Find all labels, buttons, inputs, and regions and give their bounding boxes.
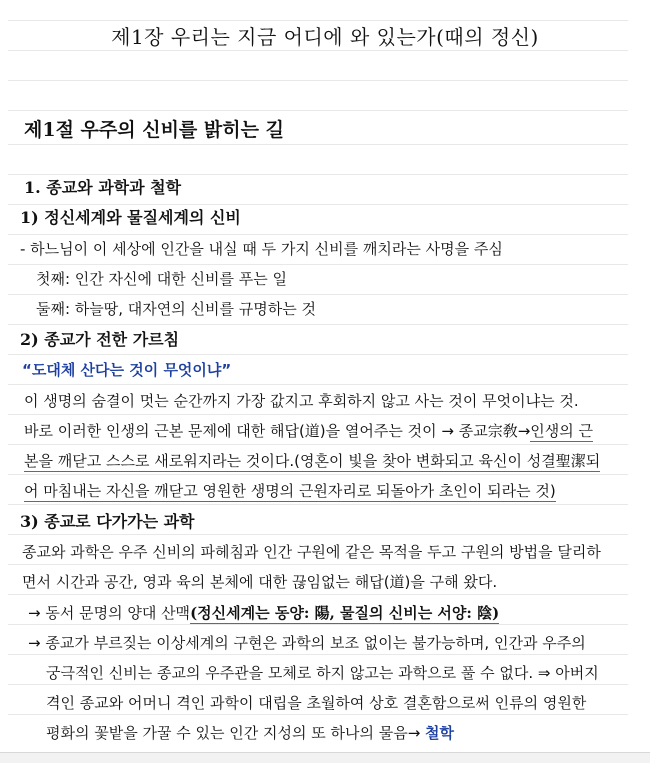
rule-line [8,110,628,111]
rule-line [8,294,628,295]
rule-line [8,234,628,235]
rule-line [8,174,628,175]
paragraph-line [24,420,593,442]
bottom-scroll-strip [0,752,650,763]
rule-line [8,204,628,205]
paragraph-line: 격인 종교와 어머니 격인 과학이 대립을 초월하여 상호 결혼함으로써 인류의 영원한 [46,694,587,712]
rule-line [8,624,628,625]
rule-line [8,534,628,535]
rule-line [8,714,628,715]
underlined-text: 인생의 근 [530,422,593,440]
rule-line [8,144,628,145]
paragraph-line: 둘째: 하늘땅, 대자연의 신비를 규명하는 것 [36,300,316,318]
rule-line [8,354,628,355]
paragraph-line [24,450,600,472]
chapter-title: 제1장 우리는 지금 어디에 와 있는가(때의 정신) [111,25,539,49]
rule-line [8,20,628,21]
paragraph-line: 궁극적인 신비는 종교의 우주관을 모체로 하지 않고는 과학으로 풀 수 없다. ⇒ 아버지 [46,664,599,682]
paragraph-line: 면서 시간과 공간, 영과 육의 본체에 대한 끊임없는 해답(道)을 구해 왔다. [22,573,498,591]
highlight-text: 철학 [425,724,455,742]
paragraph-line [24,480,556,502]
paragraph-text: 바로 이러한 인생의 근본 문제에 대한 해답(道)을 열어주는 것이 → 종교宗敎→ [24,422,531,440]
paragraph-text: 평화의 꽃밭을 가꿀 수 있는 인간 지성의 또 하나의 물음→ [46,724,426,742]
rule-line [8,654,628,655]
rule-line [8,594,628,595]
underlined-text: 어 마침내는 자신을 깨닫고 영원한 생명의 근원자리로 되돌아가 초인이 되라는 것) [24,482,556,500]
rule-line [8,444,628,445]
paragraph-line: 종교와 과학은 우주 신비의 파헤침과 인간 구원에 같은 목적을 두고 구원의 방법을 달리하 [22,543,601,561]
rule-line [8,414,628,415]
rule-line [8,80,628,81]
underlined-bold-text: (정신세계는 동양: 陽, 물질의 신비는 서양: 陰) [190,604,500,622]
paragraph-line: → 종교가 부르짖는 이상세계의 구현은 과학의 보조 없이는 불가능하며, 인간과 우주의 [28,634,586,652]
rule-line [8,264,628,265]
quote-text: “도대체 산다는 것이 무엇이냐” [22,361,232,379]
subheading-2: 2) 종교가 전한 가르침 [20,330,180,349]
rule-line [8,474,628,475]
heading-1: 1. 종교와 과학과 철학 [24,178,182,197]
rule-line [8,564,628,565]
paragraph-line: 이 생명의 숨결이 멋는 순간까지 가장 값지고 후회하지 않고 사는 것이 무엇이냐는 것. [24,392,579,410]
subheading-1: 1) 정신세계와 물질세계의 신비 [20,208,241,227]
rule-line [8,504,628,505]
paragraph-text: → 동서 문명의 양대 산맥 [28,604,191,622]
rule-line [8,384,628,385]
paragraph-line: - 하느님이 이 세상에 인간을 내실 때 두 가지 신비를 깨치라는 사명을 주심 [20,240,503,258]
rule-line [8,684,628,685]
underlined-text: 본을 깨닫고 스스로 새로워지라는 것이다.(영혼이 빛을 찾아 변화되고 육신이 성결聖潔되 [24,452,601,470]
rule-line [8,324,628,325]
section-title: 제1절 우주의 신비를 밝히는 길 [24,119,284,141]
paragraph-line [46,722,454,744]
paragraph-line: 첫째: 인간 자신에 대한 신비를 푸는 일 [36,270,288,288]
subheading-3: 3) 종교로 다가가는 과학 [20,512,195,531]
paragraph-line [28,602,499,624]
